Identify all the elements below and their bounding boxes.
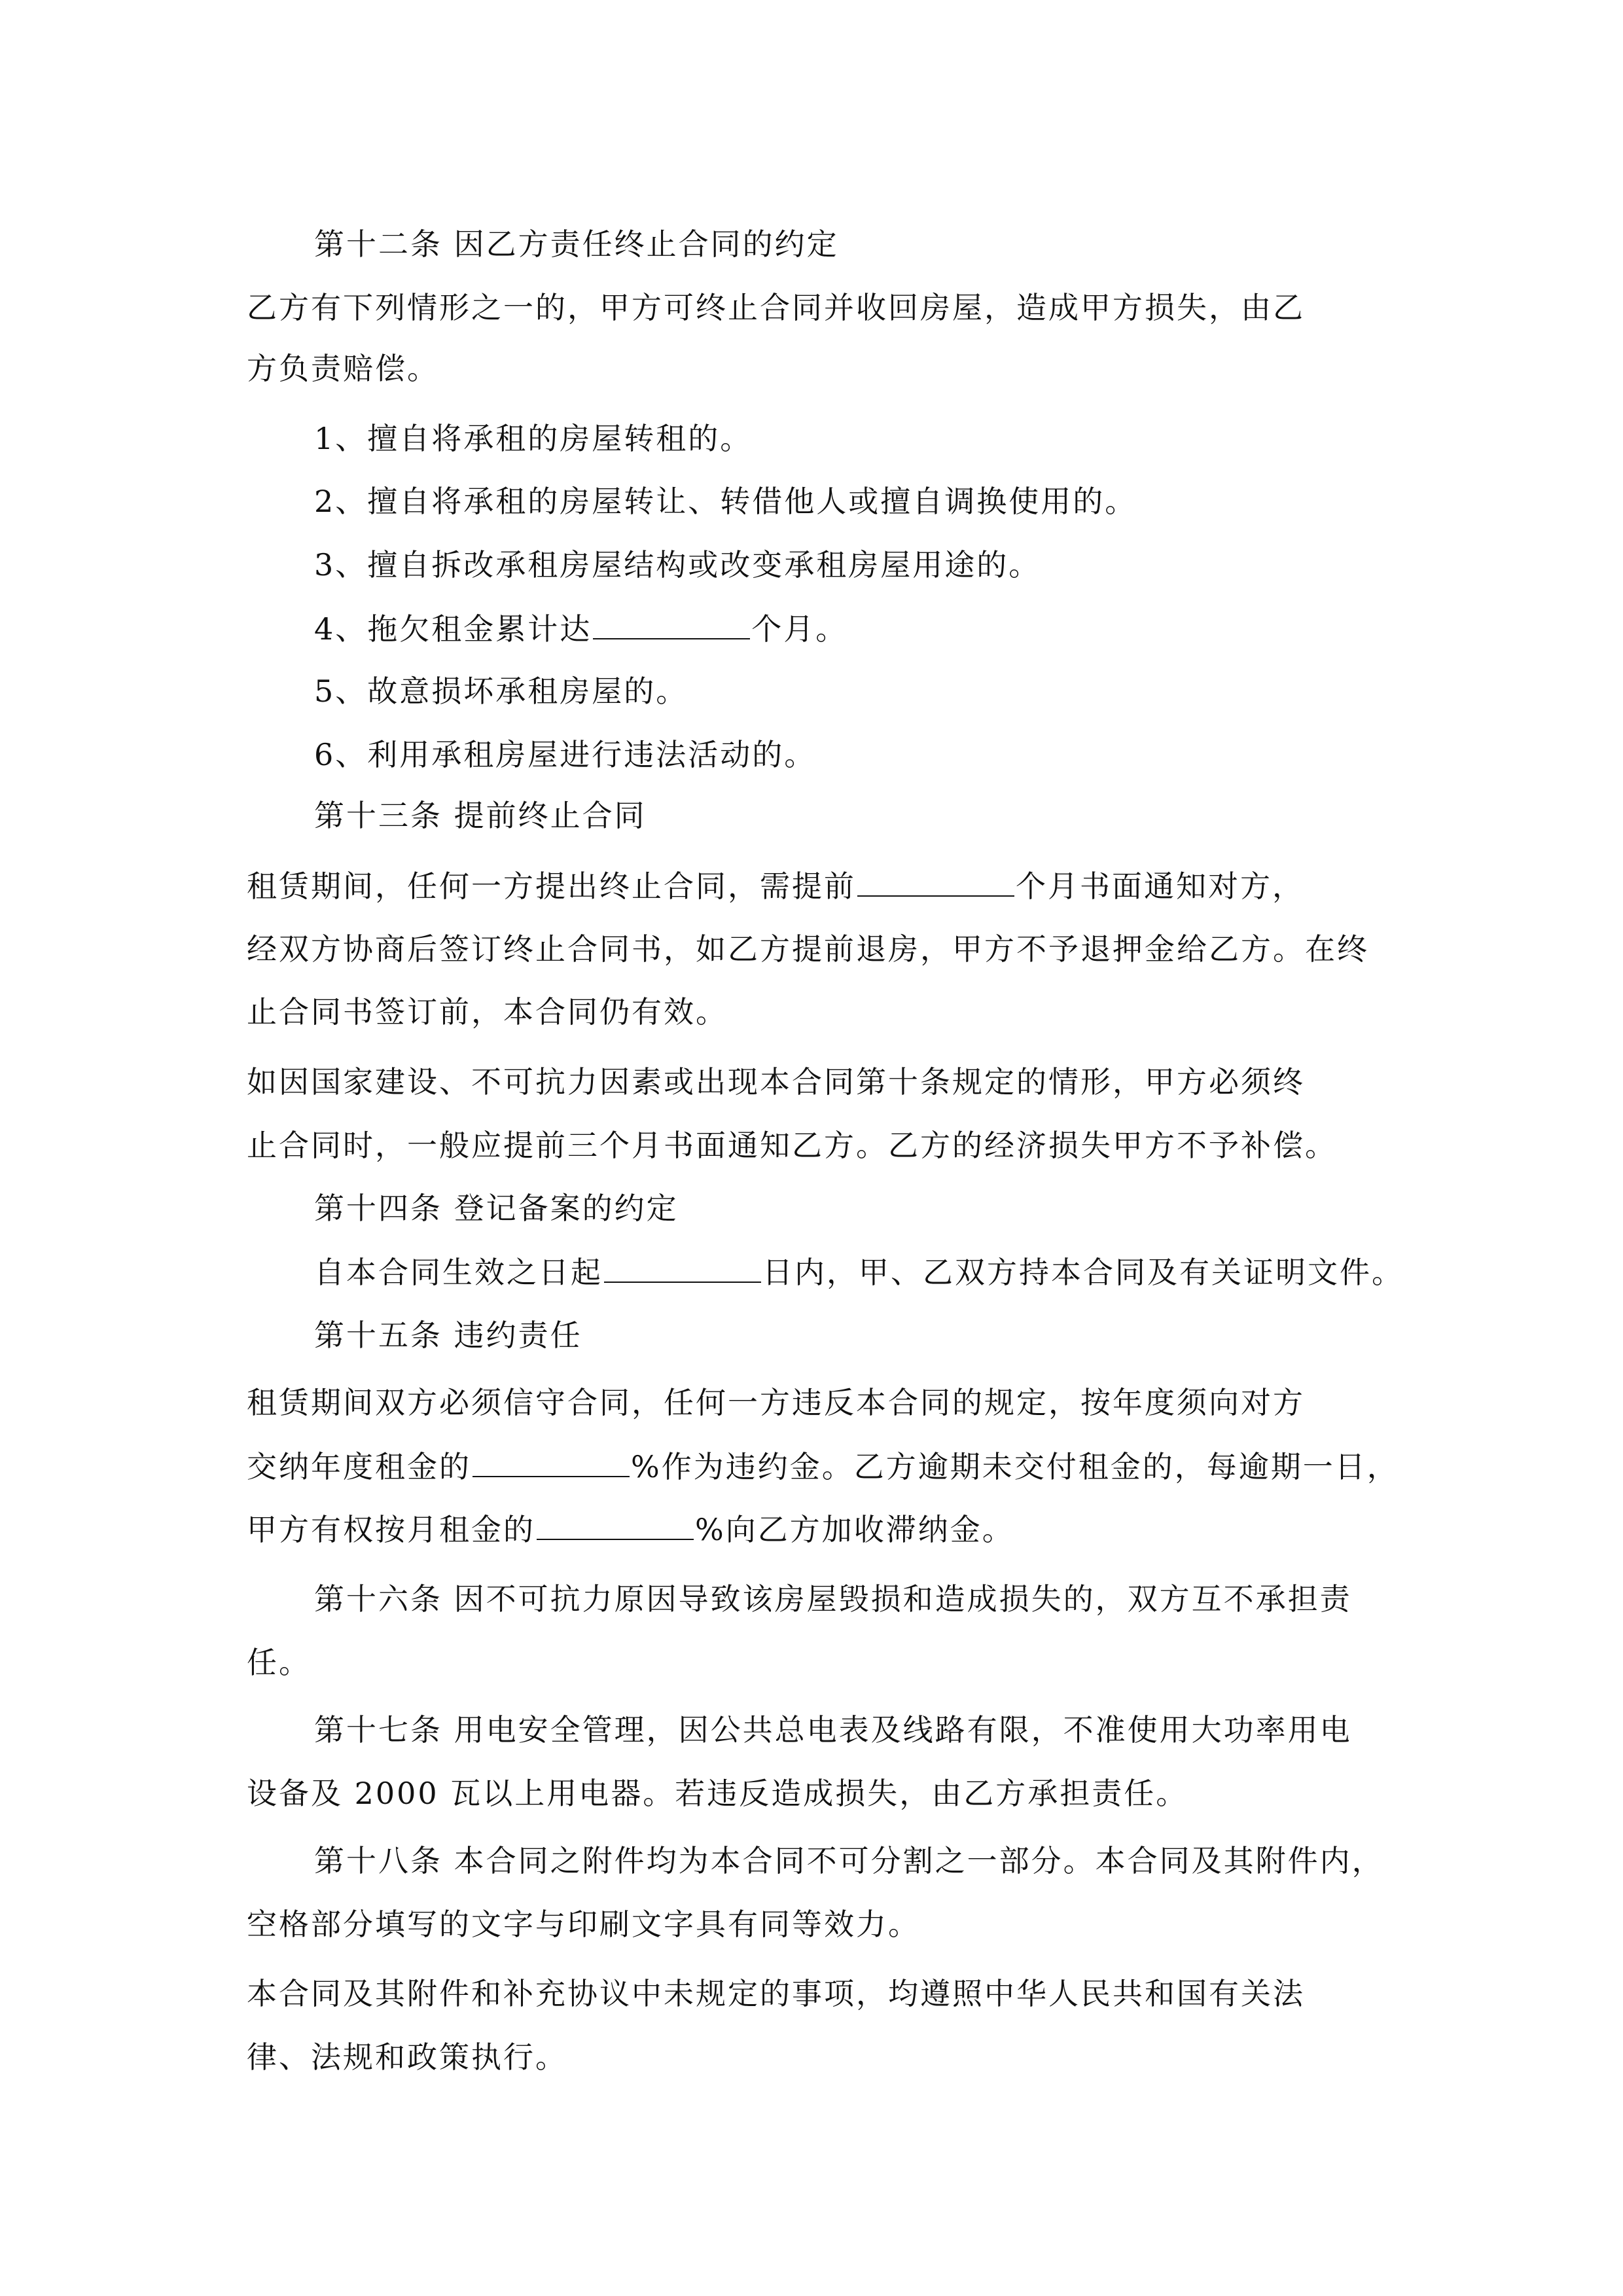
line-text: 日内，甲、乙双方持本合同及有关证明文件。 <box>762 1255 1404 1290</box>
document-line <box>247 1064 1305 1100</box>
line-text: 第十八条 本合同之附件均为本合同不可分割之一部分。本合同及其附件内， <box>314 1843 1384 1878</box>
line-text: 个月。 <box>751 611 848 647</box>
document-line <box>247 1128 1337 1163</box>
line-text: 第十六条 因不可抗力原因导致该房屋毁损和造成损失的，双方互不承担责 <box>314 1581 1352 1617</box>
line-text: 自本合同生效之日起 <box>314 1255 603 1290</box>
line-text: 本合同及其附件和补充协议中未规定的事项，均遵照中华人民共和国有关法 <box>247 1976 1305 2011</box>
fill-in-blank <box>593 613 750 639</box>
line-text: 6、利用承租房屋进行违法活动的。 <box>314 737 817 772</box>
line-text: 3、擅自拆改承租房屋结构或改变承租房屋用途的。 <box>314 547 1041 583</box>
line-text: 第十三条 提前终止合同 <box>314 798 647 833</box>
line-text: 个月书面通知对方， <box>1016 869 1304 904</box>
line-text: 第十二条 因乙方责任终止合同的约定 <box>314 226 839 262</box>
line-text: 设备及 2000 瓦以上用电器。若违反造成损失，由乙方承担责任。 <box>247 1776 1188 1811</box>
line-text: 2、擅自将承租的房屋转让、转借他人或擅自调换使用的。 <box>314 484 1137 519</box>
line-text: 空格部分填写的文字与印刷文字具有同等效力。 <box>247 1907 920 1942</box>
fill-in-blank <box>604 1257 761 1283</box>
document-line <box>314 737 817 772</box>
document-line <box>247 1514 1014 1545</box>
line-text: 1、擅自将承租的房屋转租的。 <box>314 421 753 456</box>
document-line <box>247 353 439 384</box>
document-line <box>247 1776 1188 1811</box>
fill-in-blank <box>473 1451 630 1477</box>
document-line <box>314 226 839 262</box>
document-line <box>314 800 647 831</box>
document-line <box>314 1843 1384 1878</box>
document-line <box>314 423 752 454</box>
line-text: %向乙方加收滞纳金。 <box>695 1512 1014 1547</box>
line-text: 方负责赔偿。 <box>247 351 439 386</box>
line-text: 止合同书签订前，本合同仍有效。 <box>247 994 728 1030</box>
line-text: 4、拖欠租金累计达 <box>314 611 592 647</box>
document-line <box>314 547 1041 583</box>
line-text: 甲方有权按月租金的 <box>247 1512 535 1547</box>
line-text: 止合同时，一般应提前三个月书面通知乙方。乙方的经济损失甲方不予补偿。 <box>247 1128 1337 1163</box>
document-line <box>247 994 728 1030</box>
line-text: 第十七条 用电安全管理，因公共总电表及线路有限，不准使用大功率用电 <box>314 1712 1352 1748</box>
line-text: 律、法规和政策执行。 <box>247 2039 567 2075</box>
fill-in-blank <box>537 1514 694 1540</box>
line-text: 5、故意损坏承租房屋的。 <box>314 673 688 709</box>
document-line <box>247 869 1304 904</box>
document-line <box>314 611 848 647</box>
document-line <box>247 1385 1305 1420</box>
line-text: 如因国家建设、不可抗力因素或出现本合同第十条规定的情形，甲方必须终 <box>247 1064 1305 1100</box>
document-line <box>247 931 1369 967</box>
document-line <box>247 290 1305 325</box>
line-text: 第十四条 登记备案的约定 <box>314 1191 679 1226</box>
document-line <box>314 673 688 709</box>
line-text: 交纳年度租金的 <box>247 1449 471 1484</box>
fill-in-blank <box>857 870 1014 897</box>
line-text: %作为违约金。乙方逾期未交付租金的，每逾期一日， <box>631 1449 1399 1484</box>
document-line <box>247 1451 1399 1482</box>
document-line <box>314 1581 1352 1617</box>
line-text: 租赁期间双方必须信守合同，任何一方违反本合同的规定，按年度须向对方 <box>247 1385 1305 1420</box>
line-text: 乙方有下列情形之一的，甲方可终止合同并收回房屋，造成甲方损失，由乙 <box>247 290 1305 325</box>
document-line <box>314 484 1137 519</box>
document-line <box>314 1255 1404 1290</box>
line-text: 租赁期间，任何一方提出终止合同，需提前 <box>247 869 856 904</box>
line-text: 第十五条 违约责任 <box>314 1318 582 1353</box>
line-text: 经双方协商后签订终止合同书，如乙方提前退房，甲方不予退押金给乙方。在终 <box>247 931 1369 967</box>
document-line <box>314 1191 679 1226</box>
document-line <box>247 1645 311 1680</box>
document-line <box>314 1318 582 1353</box>
document-line <box>247 1976 1305 2011</box>
document-line <box>247 1907 920 1942</box>
line-text: 任。 <box>247 1645 311 1680</box>
document-line <box>247 2039 567 2075</box>
document-line <box>314 1712 1352 1748</box>
